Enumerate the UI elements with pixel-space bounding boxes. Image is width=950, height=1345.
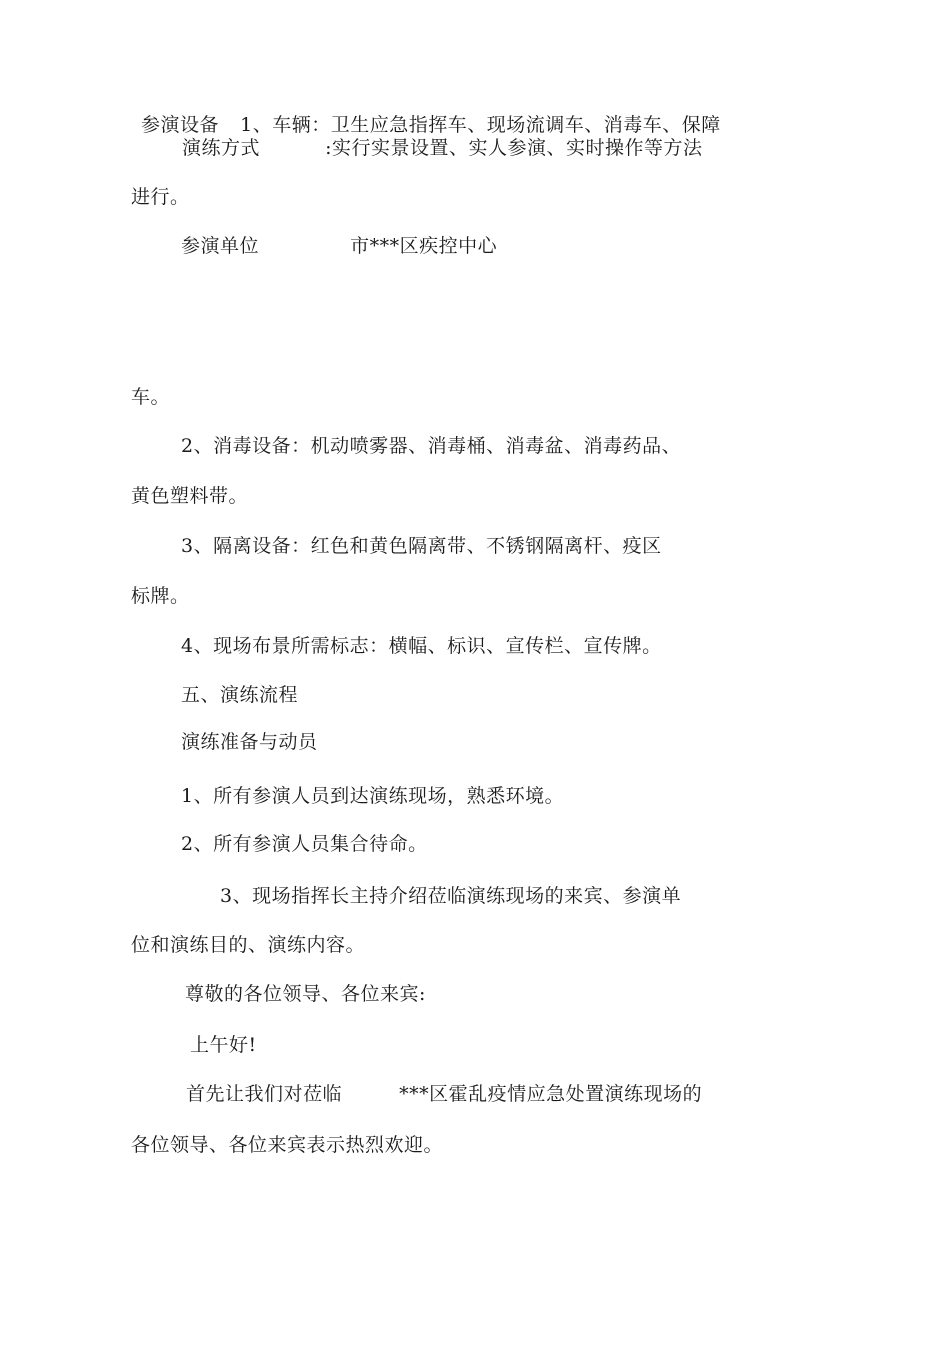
item-3: 3、隔离设备：红色和黄色隔离带、不锈钢隔离杆、疫区 [181,535,662,557]
item-1-continuation: 车。 [131,386,171,408]
unit-value: 市***区疾控中心 [350,235,498,257]
greeting: 尊敬的各位领导、各位来宾: [185,983,426,1005]
method-label: 演练方式 [182,137,261,159]
unit-line [181,235,497,257]
item-4: 4、现场布景所需标志：横幅、标识、宣传栏、宣传牌。 [181,635,662,657]
equipment-line [141,114,721,136]
welcome-continuation: 各位领导、各位来宾表示热烈欢迎。 [131,1134,444,1156]
item-3-continuation: 标牌。 [131,585,190,607]
prep-item-2: 2、所有参演人员集合待命。 [181,833,428,855]
method-continuation: 进行。 [131,186,190,208]
section-5-heading: 五、演练流程 [181,684,299,706]
prep-item-1: 1、所有参演人员到达演练现场，熟悉环境。 [181,785,565,807]
welcome-part-b: ***区霍乱疫情应急处置演练现场的 [399,1083,703,1105]
prep-item-3-continuation: 位和演练目的、演练内容。 [131,934,366,956]
welcome-line [186,1083,702,1105]
good-morning: 上午好! [190,1034,257,1056]
unit-label: 参演单位 [181,235,260,257]
prep-heading: 演练准备与动员 [181,731,318,753]
method-line [182,137,703,159]
item-2-continuation: 黄色塑料带。 [131,485,249,507]
prep-item-3: 3、现场指挥长主持介绍莅临演练现场的来宾、参演单 [220,885,682,907]
welcome-part-a: 首先让我们对莅临 [186,1083,343,1105]
equipment-item-1: 1、车辆：卫生应急指挥车、现场流调车、消毒车、保障 [240,114,721,136]
equipment-label: 参演设备 [141,114,220,136]
method-text: :实行实景设置、实人参演、实时操作等方法 [325,137,703,159]
item-2: 2、消毒设备：机动喷雾器、消毒桶、消毒盆、消毒药品、 [181,435,682,457]
